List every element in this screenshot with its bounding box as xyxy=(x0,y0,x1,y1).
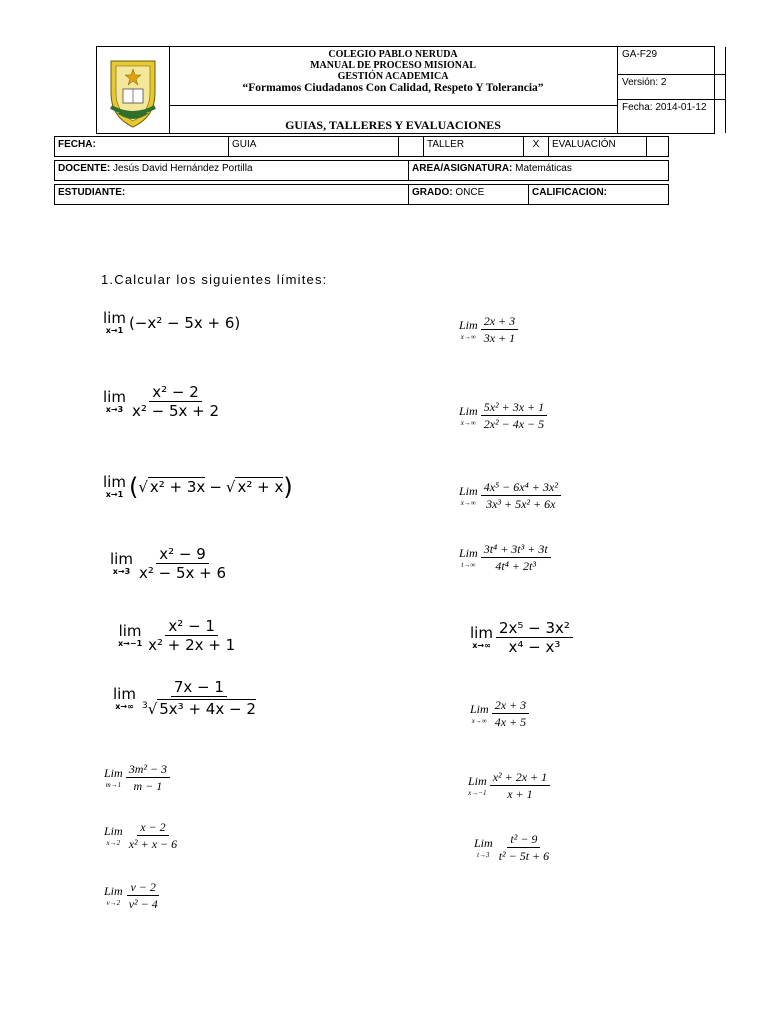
school-logo-cell xyxy=(97,47,170,133)
estudiante-label: ESTUDIANTE: xyxy=(58,187,126,198)
guia-option[interactable]: GUIA xyxy=(229,137,399,156)
limit-l1: lim x→1 (−x² − 5x + 6) xyxy=(103,309,241,335)
school-name: COLEGIO PABLO NERUDA xyxy=(328,49,458,60)
limit-r8: Lim t→3 $\frac{\text{t² − 9}}{\text{t² − 5t + 6}}$ xyxy=(474,832,550,863)
grado-value: ONCE xyxy=(455,187,485,198)
asignatura-value: Matemáticas xyxy=(515,163,572,174)
limit-r2: Lim x→∞ $\frac{\text{5x² + 3x + 1}}{\text{2x² − 4x − 5}}$ xyxy=(459,400,547,431)
form-row-docente xyxy=(54,160,669,181)
taller-checkbox[interactable]: X xyxy=(524,137,549,156)
document-code-cell xyxy=(617,47,726,133)
grado-label: GRADO: xyxy=(412,187,453,198)
school-crest-icon xyxy=(97,47,169,133)
taller-option[interactable]: TALLER xyxy=(424,137,524,156)
limit-l7: Lim m→1 $\frac{\text{3m² − 3}}{m - 1}$ xyxy=(104,762,170,793)
limit-l9: Lim v→2 $\frac{v - 2}{\text{v² − 4}}$ xyxy=(104,880,158,911)
limit-l4: lim x→3 $\frac{\text{x² − 9}}{\text{x² − 5x + 6}}$ xyxy=(110,545,227,582)
limit-r5: lim x→∞ $\frac{\text{2x⁵ − 3x²}}{\text{x⁴ − x³}}$ xyxy=(470,620,573,655)
manual-name: MANUAL DE PROCESO MISIONAL xyxy=(310,60,476,71)
form-row-estudiante xyxy=(54,184,669,205)
limit-l8: Lim x→2 $\frac{x - 2}{\text{x² + x − 6}}$ xyxy=(104,820,178,851)
asignatura-label: AREA/ASIGNATURA: xyxy=(412,163,513,174)
limit-r1: Lim x→∞ $\frac{2x + 3}{3x + 1}$ xyxy=(459,314,518,345)
limit-l6: lim x→∞ $\frac{7x - 1}{^3√ 5x^3 + 4x - 2}$ xyxy=(113,678,256,718)
limit-r6: Lim x→∞ $\frac{2x + 3}{4x + 5}$ xyxy=(470,698,529,729)
fecha-label: FECHA: xyxy=(58,139,96,150)
academic-area: GESTIÓN ACADEMICA xyxy=(337,71,449,82)
docente-value: Jesús David Hernández Portilla xyxy=(113,163,253,174)
limit-r4: Lim t→∞ $\frac{\text{3t⁴ + 3t³ + 3t}}{\text{4t⁴ + 2t³}}$ xyxy=(459,542,551,573)
guia-checkbox[interactable] xyxy=(399,137,424,156)
evaluacion-checkbox[interactable] xyxy=(647,137,668,156)
document-date: Fecha: 2014-01-12 xyxy=(622,102,707,113)
limit-r7: Lim x→−1 $\frac{\text{x² + 2x + 1}}{x + 1}$ xyxy=(468,770,550,801)
limit-r3: Lim x→∞ $\frac{\text{4x⁵ − 6x⁴ + 3x²}}{\text{3x³ + 5x² + 6x}}$ xyxy=(459,480,561,511)
school-motto: “Formamos Ciudadanos Con Calidad, Respeto Y Tolerancia” xyxy=(242,82,544,94)
form-row-fecha xyxy=(54,136,669,157)
document-version: Versión: 2 xyxy=(617,75,725,100)
limit-l2: lim x→3 $\frac{\text{x² − 2}}{\text{x² − 5x + 2}}$ xyxy=(103,383,220,420)
document-title: GUIAS, TALLERES Y EVALUACIONES xyxy=(169,105,617,133)
document-header xyxy=(96,46,715,134)
limit-l5: lim x→−1 $\frac{\text{x² − 1}}{\text{x² + 2x + 1}}$ xyxy=(118,617,236,654)
evaluacion-option[interactable]: EVALUACIÓN xyxy=(549,137,647,156)
document-code: GA-F29 xyxy=(617,47,725,75)
question-heading: 1.Calcular los siguientes límites: xyxy=(101,272,328,287)
docente-label: DOCENTE: xyxy=(58,163,111,174)
calificacion-label: CALIFICACION: xyxy=(532,187,607,198)
header-title-cell xyxy=(169,47,618,133)
limit-l3: lim x→1 ( √ x² + 3x − √ x² + x ) xyxy=(103,472,293,501)
